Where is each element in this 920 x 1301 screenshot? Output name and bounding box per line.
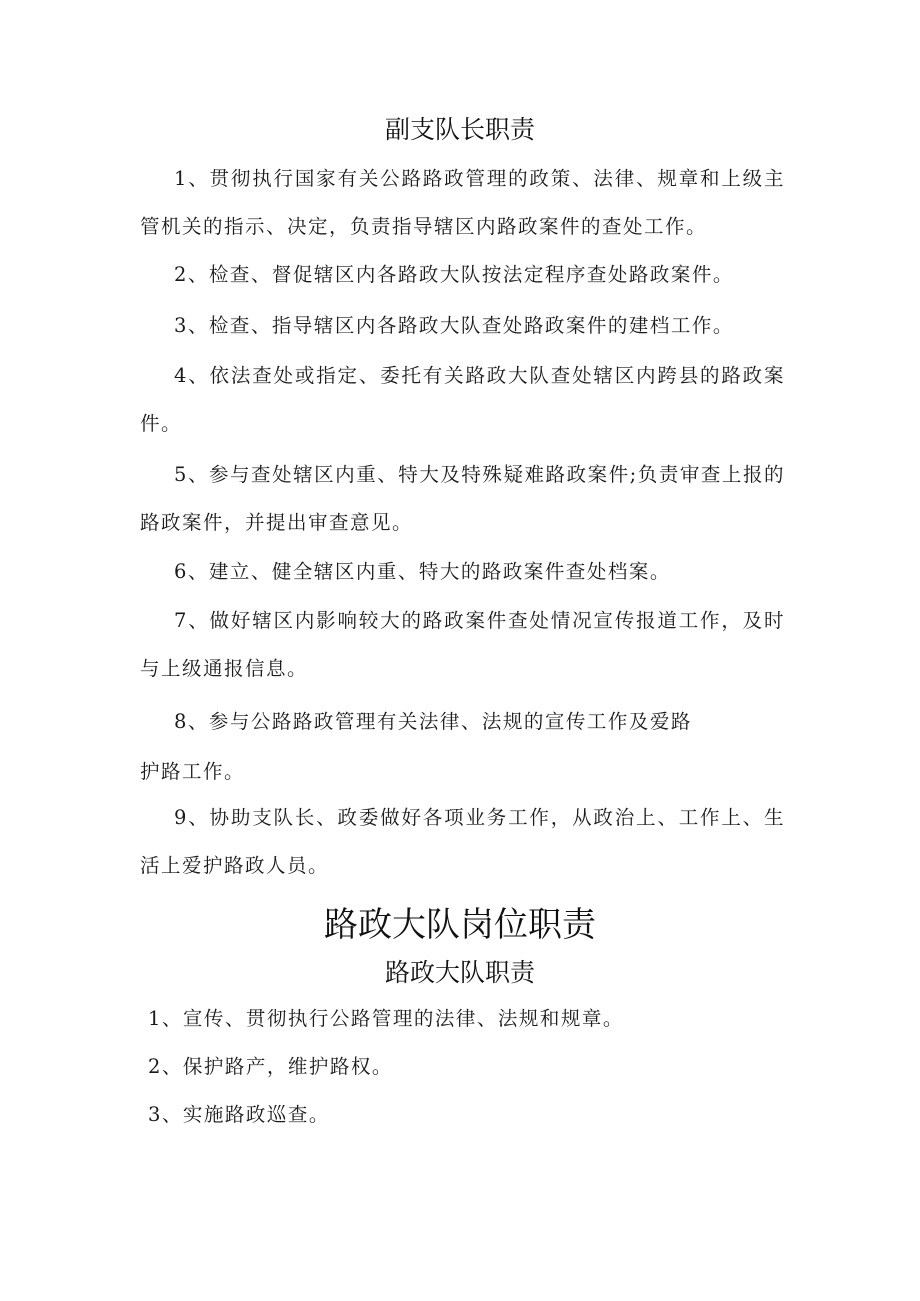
duty-item-8-line1: 8、参与公路路政管理有关法律、法规的宣传工作及爱路: [174, 710, 692, 733]
duty-item-1: 1、贯彻执行国家有关公路路政管理的政策、法律、规章和上级主管机关的指示、决定，负责指导辖区内路政案件的查处工作。: [140, 167, 785, 238]
duty-item-4: 4、依法查处或指定、委托有关路政大队查处辖区内跨县的路政案件。: [140, 364, 785, 435]
team-duty-item-1: 1、宣传、贯彻执行公路管理的法律、法规和规章。: [148, 1007, 624, 1030]
duty-item-6: 6、建立、健全辖区内重、特大的路政案件查处档案。: [174, 560, 671, 583]
duty-item-2: 2、检查、督促辖区内各路政大队按法定程序查处路政案件。: [174, 263, 734, 286]
duty-item-9: 9、协助支队长、政委做好各项业务工作，从政治上、工作上、生活上爱护路政人员。: [140, 806, 785, 877]
duty-item-8-line2: 护路工作。: [140, 760, 246, 783]
section-title-team-post-duties: 路政大队岗位职责: [324, 905, 596, 945]
section-title-deputy-captain-duties: 副支队长职责: [384, 115, 535, 144]
duty-item-7: 7、做好辖区内影响较大的路政案件查处情况宣传报道工作，及时与上级通报信息。: [140, 609, 785, 680]
duty-item-3: 3、检查、指导辖区内各路政大队查处路政案件的建档工作。: [174, 314, 734, 337]
section-subtitle-team-duties: 路政大队职责: [384, 958, 535, 987]
team-duty-item-2: 2、保护路产，维护路权。: [148, 1055, 393, 1078]
duty-item-5: 5、参与查处辖区内重、特大及特殊疑难路政案件;负责审查上报的路政案件，并提出审查意见。: [140, 463, 785, 534]
team-duty-item-3: 3、实施路政巡查。: [148, 1103, 330, 1126]
